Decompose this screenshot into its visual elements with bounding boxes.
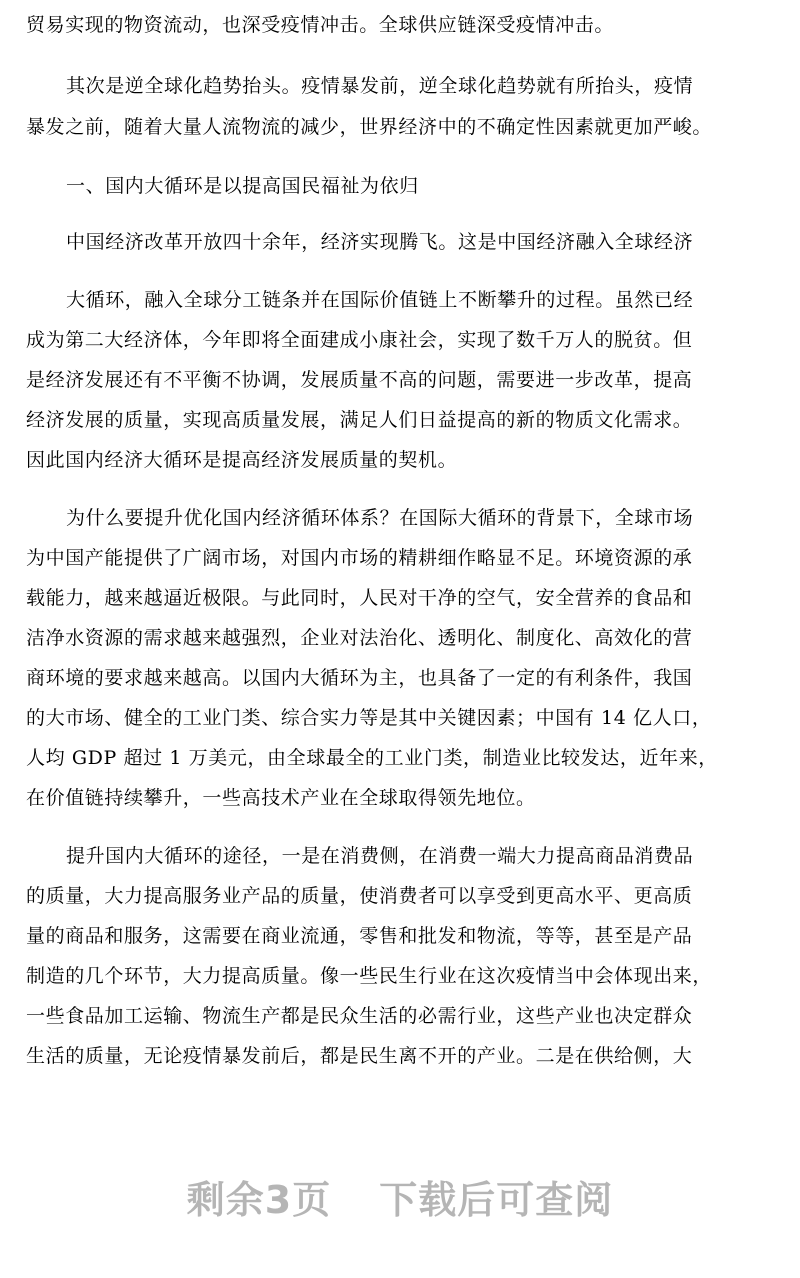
paragraph-line: 为什么要提升优化国内经济循环体系？在国际大循环的背景下，全球市场 — [66, 507, 694, 529]
paragraph-line: 提升国内大循环的途径，一是在消费侧，在消费一端大力提高商品消费品 — [66, 845, 694, 867]
paragraph-line: 其次是逆全球化趋势抬头。疫情暴发前，逆全球化趋势就有所抬头，疫情 — [66, 75, 694, 97]
paragraph-line: 人均 GDP 超过 1 万美元，由全球最全的工业门类，制造业比较发达，近年来， — [26, 747, 718, 769]
remaining-pages-label[interactable]: 剩余3页 — [186, 1178, 332, 1222]
paragraph-line: 经济发展的质量，实现高质量发展，满足人们日益提高的新的物质文化需求。 — [26, 409, 693, 431]
paragraph-line: 制造的几个环节，大力提高质量。像一些民生行业在这次疫情当中会体现出来， — [26, 965, 713, 987]
paragraph-line: 暴发之前，随着大量人流物流的减少，世界经济中的不确定性因素就更加严峻。 — [26, 116, 713, 138]
paragraph-line: 载能力，越来越逼近极限。与此同时，人民对干净的空气，安全营养的食品和 — [26, 587, 693, 609]
download-to-view-label[interactable]: 下载后可查阅 — [379, 1178, 614, 1222]
paragraph-line: 为中国产能提供了广阔市场，对国内市场的精耕细作略显不足。环境资源的承 — [26, 547, 693, 569]
paragraph-line: 的大市场、健全的工业门类、综合实力等是其中关键因素；中国有 14 亿人口， — [26, 707, 712, 729]
paragraph-line: 成为第二大经济体，今年即将全面建成小康社会，实现了数千万人的脱贫。但 — [26, 329, 693, 351]
paragraph-line: 贸易实现的物资流动，也深受疫情冲击。全球供应链深受疫情冲击。 — [26, 14, 615, 36]
paragraph-line: 一些食品加工运输、物流生产都是民众生活的必需行业，这些产业也决定群众 — [26, 1005, 693, 1027]
section-heading: 一、国内大循环是以提高国民福祉为依归 — [66, 175, 419, 197]
paragraph-line: 洁净水资源的需求越来越强烈，企业对法治化、透明化、制度化、高效化的营 — [26, 627, 693, 649]
paragraph-line: 是经济发展还有不平衡不协调，发展质量不高的问题，需要进一步改革，提高 — [26, 369, 693, 391]
paragraph-line: 大循环，融入全球分工链条并在国际价值链上不断攀升的过程。虽然已经 — [66, 289, 694, 311]
paragraph-line: 量的商品和服务，这需要在商业流通，零售和批发和物流，等等，甚至是产品 — [26, 925, 693, 947]
download-prompt[interactable] — [0, 1174, 800, 1226]
paragraph-line: 商环境的要求越来越高。以国内大循环为主，也具备了一定的有利条件，我国 — [26, 667, 693, 689]
paragraph-line: 在价值链持续攀升，一些高技术产业在全球取得领先地位。 — [26, 787, 536, 809]
paragraph-line: 因此国内经济大循环是提高经济发展质量的契机。 — [26, 449, 458, 471]
paragraph-line: 的质量，大力提高服务业产品的质量，使消费者可以享受到更高水平、更高质 — [26, 885, 693, 907]
paragraph-line: 中国经济改革开放四十余年，经济实现腾飞。这是中国经济融入全球经济 — [66, 231, 694, 253]
paragraph-line: 生活的质量，无论疫情暴发前后，都是民生离不开的产业。二是在供给侧，大 — [26, 1045, 693, 1067]
